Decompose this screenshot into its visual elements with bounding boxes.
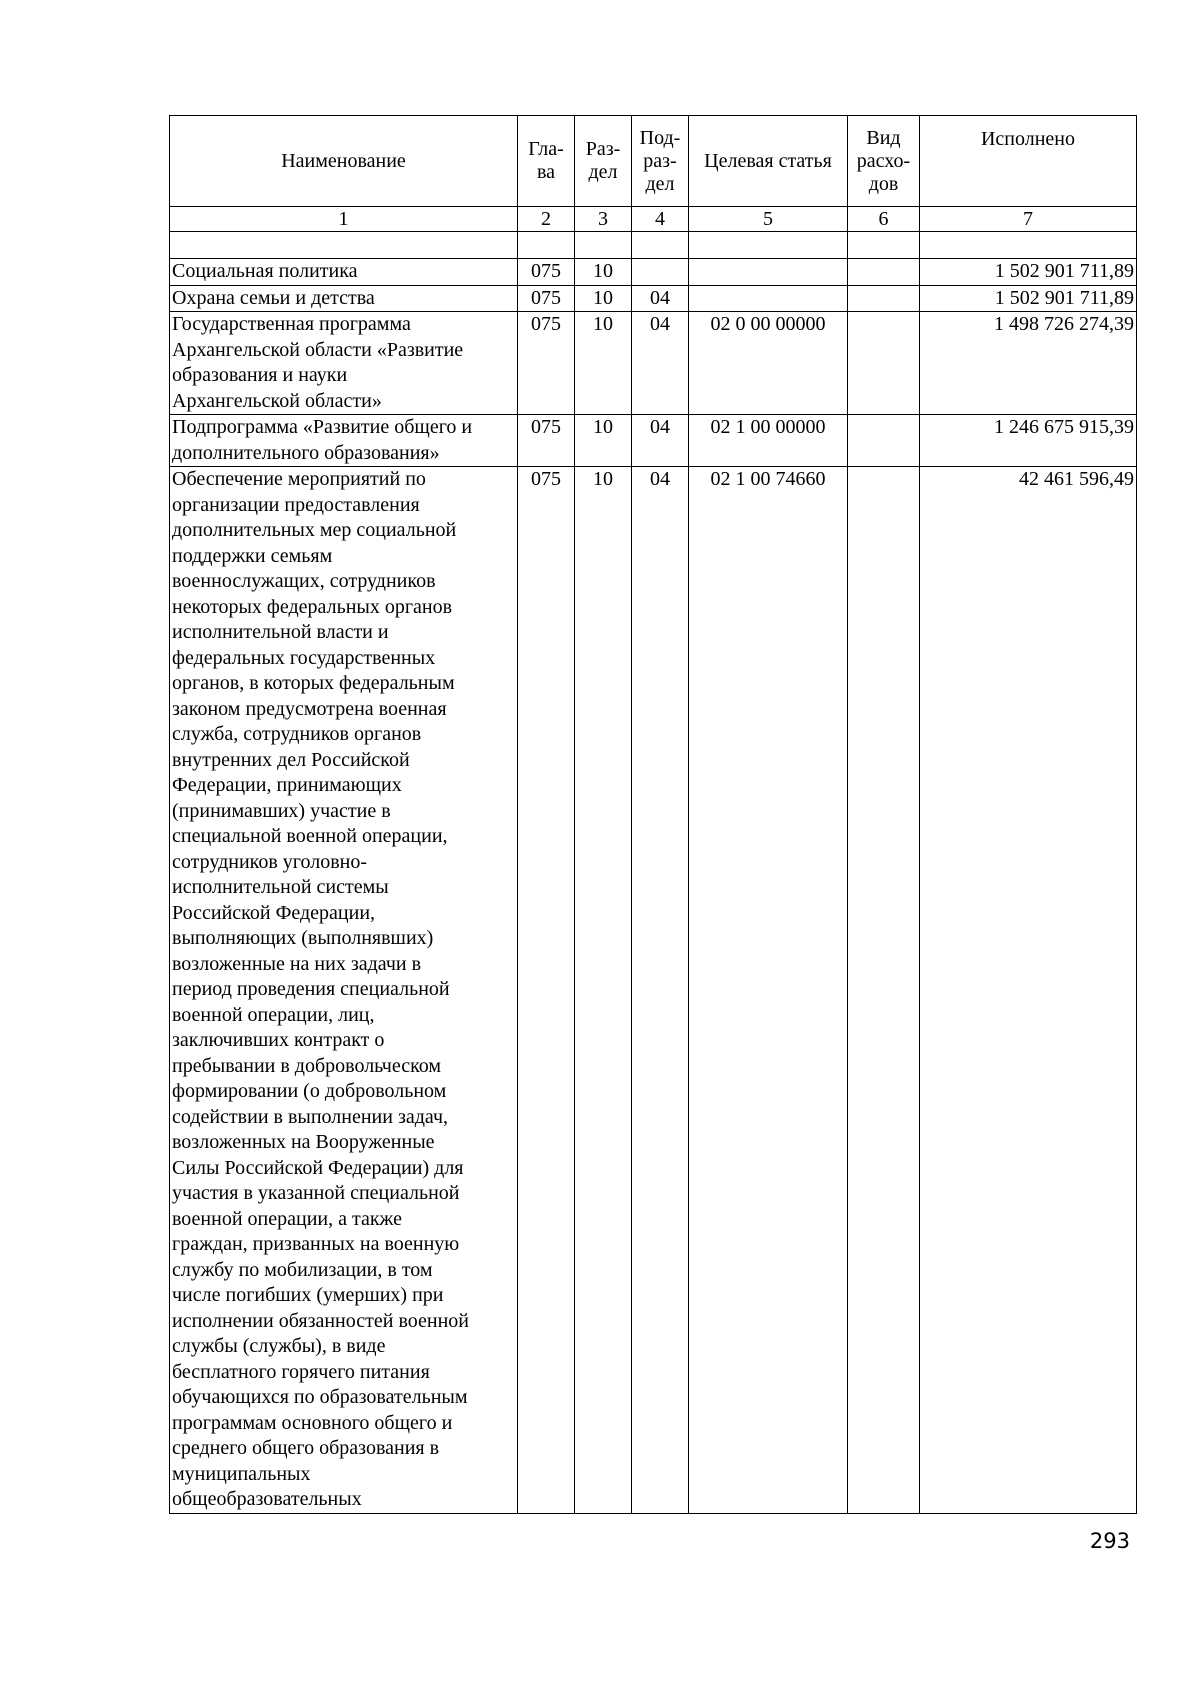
header-section: Раз- дел [575,116,632,207]
table-row [170,415,1137,467]
column-number: 4 [632,207,689,232]
row-target: 02 0 00 00000 [689,312,848,415]
row-target: 02 1 00 00000 [689,415,848,467]
row-section: 10 [575,467,632,1514]
header-chapter: Гла- ва [518,116,575,207]
empty-cell [170,232,518,259]
row-chapter: 075 [518,415,575,467]
row-name: Охрана семьи и детства [170,285,518,312]
empty-cell [920,232,1137,259]
row-target [689,285,848,312]
row-expense-type [848,312,920,415]
row-name: Государственная программа Архангельской области «Развитие образования и науки Архангельской области» [170,312,518,415]
table-header-row [170,116,1137,207]
header-target: Целевая статья [689,116,848,207]
column-number: 2 [518,207,575,232]
row-target [689,259,848,286]
row-expense-type [848,285,920,312]
row-name: Подпрограмма «Развитие общего и дополнительного образования» [170,415,518,467]
row-subsection: 04 [632,415,689,467]
header-expense-type: Вид расхо- дов [848,116,920,207]
row-expense-type [848,415,920,467]
empty-cell [632,232,689,259]
table-row [170,285,1137,312]
row-executed: 1 246 675 915,39 [920,415,1137,467]
row-section: 10 [575,259,632,286]
row-name: Обеспечение мероприятий по организации предоставления дополнительных мер социальной поддержки семьям военнослужащих, сотрудников некоторых федеральных органов исполнительной власти и федеральных государственных органов, в которых федеральным законом предусмотрена военная служба, сотрудников органов внутренних дел Российской Федерации, принимающих (принимавших) участие в специальной военной операции, сотрудников уголовно- исполнительной системы Российской Федерации, выполняющих (выполнявших) возложенные на них задачи в период проведения специальной военной операции, лиц, заключивших контракт о пребывании в добровольческом формировании (о добровольном содействии в выполнении задач, возложенных на Вооруженные Силы Российской Федерации) для участия в указанной специальной военной операции, а также граждан, призванных на военную службу по мобилизации, в том числе погибших (умерших) при исполнении обязанностей военной службы (службы), в виде бесплатного горячего питания обучающихся по образовательным программам основного общего и среднего общего образования в муниципальных общеобразовательных [170,467,518,1514]
column-number: 5 [689,207,848,232]
empty-row [170,232,1137,259]
page-number: 293 [1089,1529,1130,1553]
table-row [170,312,1137,415]
row-executed: 42 461 596,49 [920,467,1137,1514]
row-expense-type [848,467,920,1514]
row-subsection: 04 [632,285,689,312]
column-number-row [170,207,1137,232]
row-chapter: 075 [518,285,575,312]
row-target: 02 1 00 74660 [689,467,848,1514]
row-chapter: 075 [518,467,575,1514]
empty-cell [518,232,575,259]
row-subsection: 04 [632,467,689,1514]
empty-cell [575,232,632,259]
table-row [170,467,1137,1514]
empty-cell [689,232,848,259]
row-chapter: 075 [518,259,575,286]
row-executed: 1 502 901 711,89 [920,285,1137,312]
row-section: 10 [575,285,632,312]
row-expense-type [848,259,920,286]
column-number: 7 [920,207,1137,232]
row-section: 10 [575,312,632,415]
row-subsection: 04 [632,312,689,415]
row-executed: 1 498 726 274,39 [920,312,1137,415]
row-name: Социальная политика [170,259,518,286]
header-name: Наименование [170,116,518,207]
header-subsection: Под- раз- дел [632,116,689,207]
header-executed: Исполнено [920,116,1137,207]
column-number: 6 [848,207,920,232]
row-subsection [632,259,689,286]
column-number: 3 [575,207,632,232]
empty-cell [848,232,920,259]
row-section: 10 [575,415,632,467]
table-row [170,259,1137,286]
row-chapter: 075 [518,312,575,415]
row-executed: 1 502 901 711,89 [920,259,1137,286]
budget-table [169,115,1137,1514]
column-number: 1 [170,207,518,232]
